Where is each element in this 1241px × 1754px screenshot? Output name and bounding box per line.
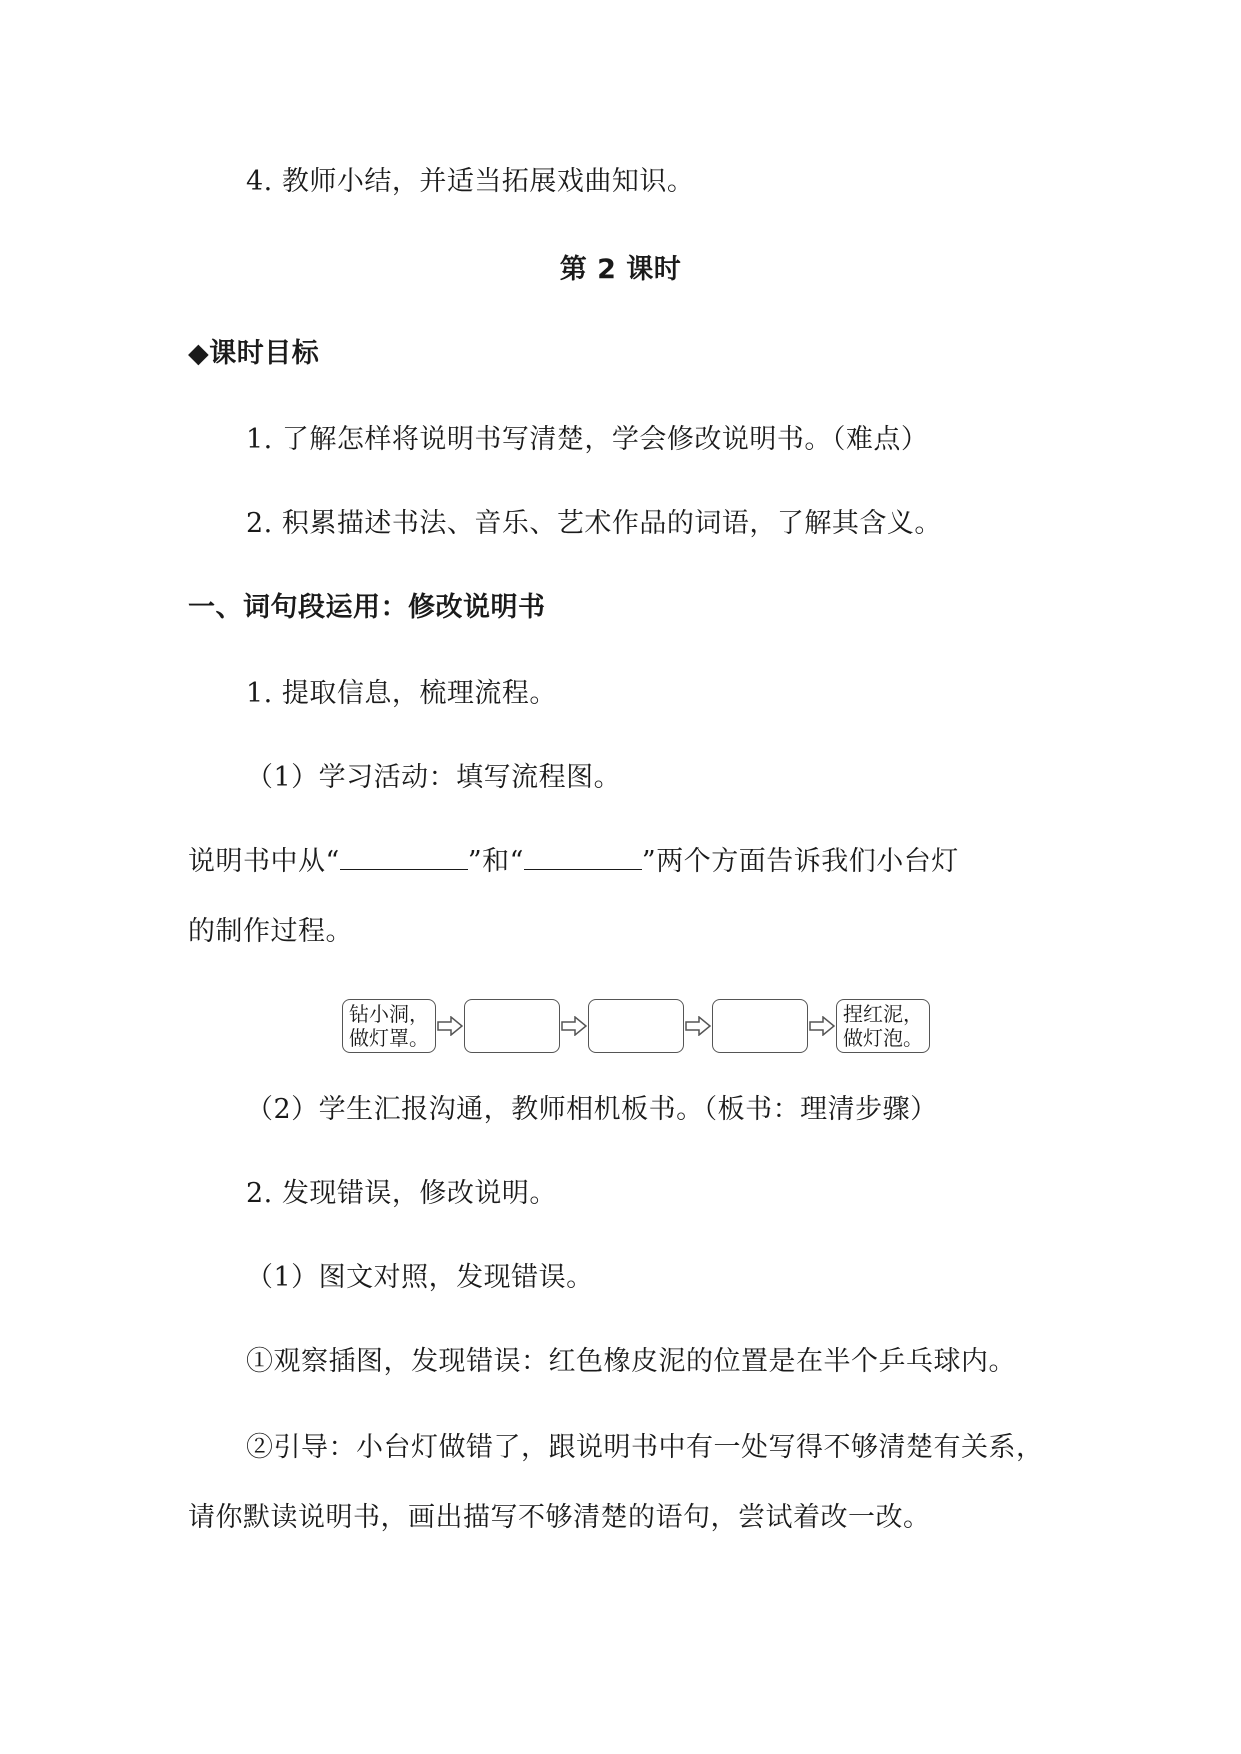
blank-1[interactable] — [340, 843, 468, 870]
flow-arrow-icon — [808, 1015, 836, 1037]
objective-2: 2. 积累描述书法、音乐、艺术作品的词语，了解其含义。 — [246, 508, 942, 539]
fill-in-text-end: ”两个方面告诉我们小台灯 — [641, 846, 959, 877]
observation-point-1: ①观察插图，发现错误：红色橡皮泥的位置是在半个乒乓球内。 — [246, 1346, 1016, 1377]
guidance-point-2: ②引导：小台灯做错了，跟说明书中有一处写得不够清楚有关系， — [246, 1432, 1044, 1463]
fill-in-sentence — [188, 842, 959, 882]
flow-box-blank-1[interactable] — [464, 999, 560, 1053]
activity-student-report: （2）学生汇报沟通，教师相机板书。（板书：理清步骤） — [246, 1094, 938, 1125]
step-1-extract-info: 1. 提取信息，梳理流程。 — [246, 678, 557, 709]
objective-1: 1. 了解怎样将说明书写清楚，学会修改说明书。（难点） — [246, 424, 929, 455]
fill-in-text-start: 说明书中从“ — [188, 846, 340, 877]
activity-compare-text-image: （1）图文对照，发现错误。 — [246, 1262, 594, 1293]
section-title-lesson-2: 第 2 课时 — [559, 254, 682, 285]
activity-fill-flowchart: （1）学习活动：填写流程图。 — [246, 762, 622, 793]
heading-part-one: 一、词句段运用：修改说明书 — [188, 592, 546, 623]
flowchart — [342, 996, 952, 1056]
flow-box-first-line1: 钻小洞， — [349, 1002, 429, 1026]
flow-arrow-icon — [436, 1015, 464, 1037]
guidance-point-2-continued: 请你默读说明书，画出描写不够清楚的语句，尝试着改一改。 — [188, 1502, 931, 1533]
heading-lesson-objectives: ◆课时目标 — [188, 338, 320, 369]
flow-box-last — [836, 999, 930, 1053]
flow-box-blank-3[interactable] — [712, 999, 808, 1053]
blank-2[interactable] — [524, 843, 642, 870]
fill-in-text-middle: ”和“ — [467, 846, 524, 877]
flow-box-last-line2: 做灯泡。 — [843, 1026, 923, 1050]
fill-in-sentence-continued: 的制作过程。 — [188, 916, 353, 947]
flow-box-first-line2: 做灯罩。 — [349, 1026, 429, 1050]
paragraph-teacher-summary: 4. 教师小结，并适当拓展戏曲知识。 — [246, 166, 695, 197]
flow-box-last-line1: 捏红泥， — [843, 1002, 923, 1026]
step-2-find-errors: 2. 发现错误，修改说明。 — [246, 1178, 557, 1209]
flow-arrow-icon — [684, 1015, 712, 1037]
flow-box-blank-2[interactable] — [588, 999, 684, 1053]
flow-arrow-icon — [560, 1015, 588, 1037]
flow-box-first — [342, 999, 436, 1053]
